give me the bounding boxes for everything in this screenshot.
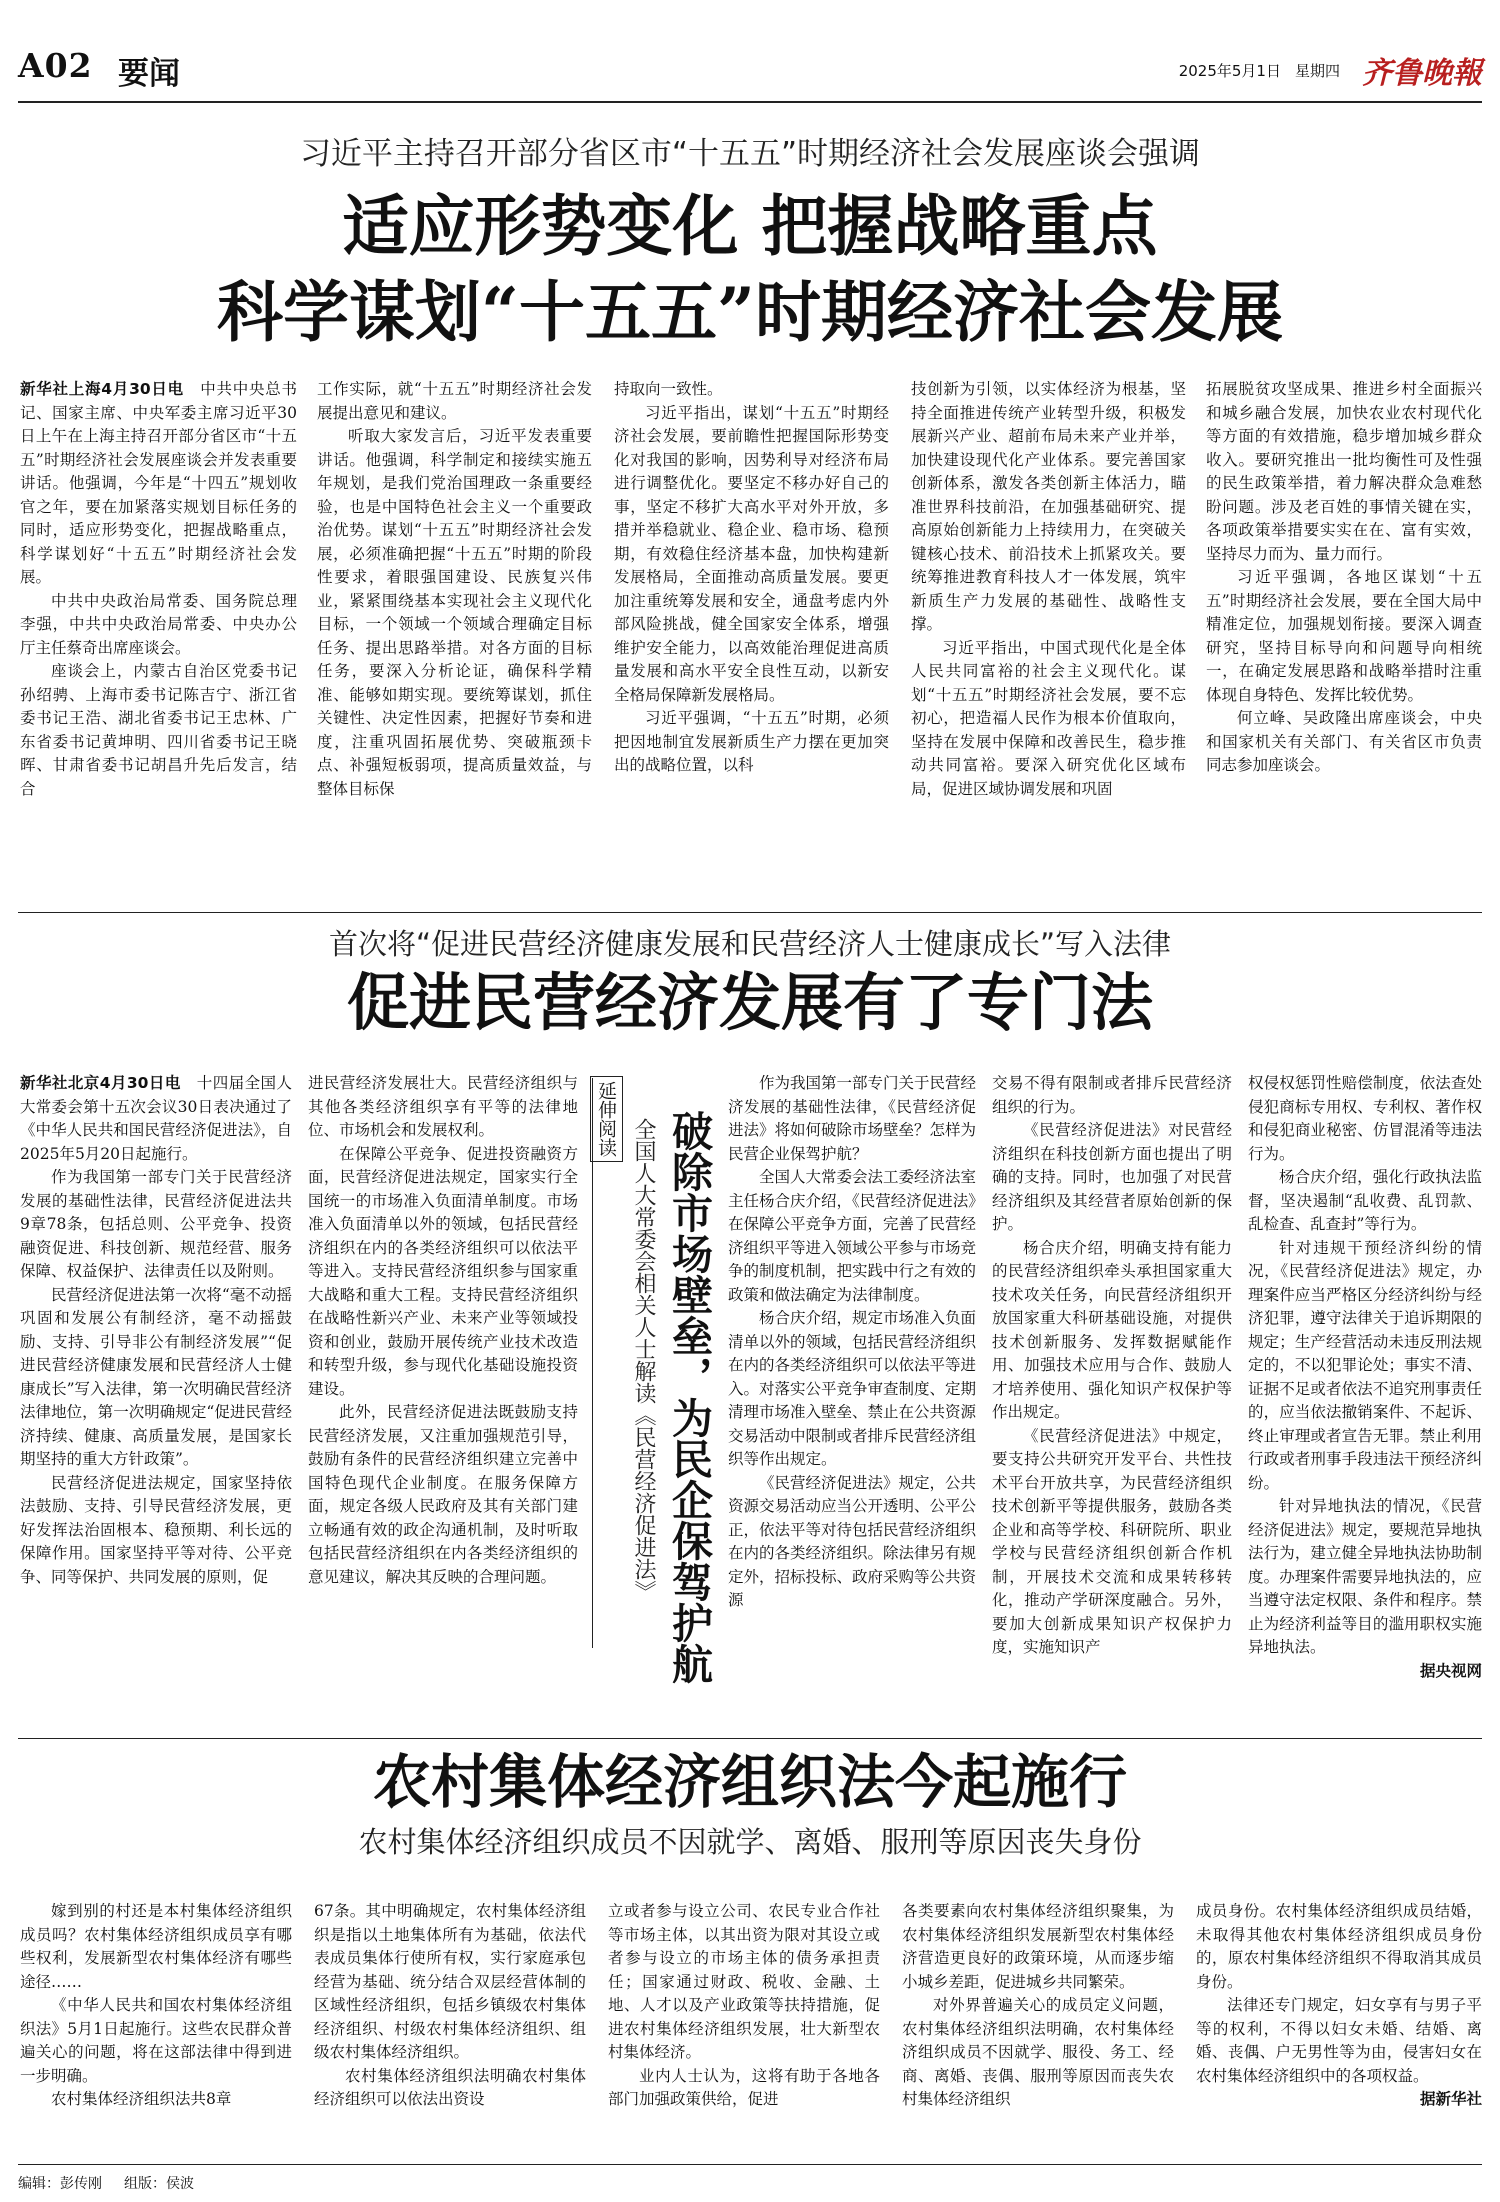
section-divider — [18, 1738, 1482, 1739]
article2-para: 作为我国第一部专门关于民营经济发展的基础性法律，《民营经济促进法》将如何破除市场壁垒？怎样为民营企业保驾护航？ — [728, 1074, 977, 1163]
article3-column-5 — [1196, 1900, 1482, 2156]
article3-column-3 — [608, 1900, 880, 2156]
article1-kicker: 习近平主持召开部分省区市“十五五”时期经济社会发展座谈会强调 — [299, 136, 1201, 172]
article2-kicker: 首次将“促进民营经济健康发展和民营经济人士健康成长”写入法律 — [328, 927, 1172, 961]
page-number: A02 — [18, 46, 93, 85]
article2-para: 进民营经济发展壮大。民营经济组织与其他各类经济组织享有平等的法律地位、市场机会和发展权利。 — [308, 1074, 578, 1139]
article2-para — [20, 1072, 292, 1166]
article1-para — [20, 378, 297, 590]
article2-column-3 — [728, 1072, 976, 1652]
header-divider — [18, 101, 1482, 103]
article2-para: 《民营经济促进法》中规定，要支持公共研究开发平台、共性技术平台开放共享，为民营经济组织技术创新平等提供服务，鼓励各类企业和高等学校、科研院所、职业学校与民营经济组织创新合作机制，开展技术交流和成果转移转化，推动产学研深度融合。另外，要加大创新成果知识产权保护力度，实施知识产 — [992, 1426, 1232, 1656]
header-right — [1179, 48, 1482, 92]
article1-column-1 — [20, 378, 297, 918]
issue-weekday: 星期四 — [1294, 61, 1340, 80]
article2-credit: 据央视网 — [1419, 1661, 1482, 1680]
article2-column-5 — [1248, 1072, 1482, 1680]
article3-para: 《中华人民共和国农村集体经济组织法》5月1日起施行。这些农民群众普遍关心的问题，将在这部法律中得到进一步明确。 — [20, 1996, 292, 2085]
article2-para: 民营经济促进法第一次将“毫不动摇巩固和发展公有制经济，毫不动摇鼓励、支持、引导非公有制经济发展”“促进民营经济健康发展和民营经济人士健康成长”写入法律，第一次明确民营经济法律地位，第一次明确规定“促进民营经济持续、健康、高质量发展，是国家长期坚持的重大方针政策”。 — [20, 1285, 292, 1468]
article3-para: 业内人士认为，这将有助于各地各部门加强政策供给，促进 — [608, 2066, 880, 2108]
article1-para: 中共中央政治局常委、国务院总理李强，中共中央政治局常委、中央办公厅主任蔡奇出席座谈会。 — [20, 591, 297, 657]
article1-para: 习近平强调，“十五五”时期，必须把因地制宜发展新质生产力摆在更加突出的战略位置，以科 — [614, 709, 889, 774]
article2-para: 作为我国第一部专门关于民营经济发展的基础性法律，民营经济促进法共9章78条，包括总则、公平竞争、投资融资促进、科技创新、规范经营、服务保障、权益保护、法律责任以及附则。 — [20, 1168, 292, 1280]
article2-dateline: 新华社北京4月30日电 — [20, 1074, 181, 1092]
article3-column-4 — [902, 1900, 1174, 2156]
article1-para: 听取大家发言后，习近平发表重要讲话。他强调，科学制定和接续实施五年规划，是我们党治国理政一条重要经验，也是中国特色社会主义一个重要政治优势。谋划“十五五”时期经济社会发展，必须准确把握“十五五”时期的阶段性要求，着眼强国建设、民族复兴伟业，紧紧围绕基本实现社会主义现代化目标，一个领域一个领域合理确定目标任务、提出思路举措。对各方面的目标任务，要深入分析论证，确保科学精准、能够如期实现。要统筹谋划，抓住关键性、决定性因素，把握好节奏和进度，注重巩固拓展优势、突破瓶颈卡点、补强短板弱项，提高质量效益，与整体目标保 — [317, 427, 592, 798]
article2-para: 全国人大常委会法工委经济法室主任杨合庆介绍，《民营经济促进法》在保障公平竞争方面，完善了民营经济组织平等进入领域公平参与市场竞争的制度机制，把实践中行之有效的政策和做法确定为法律制度。 — [728, 1168, 977, 1304]
article1-column-3 — [614, 378, 889, 918]
page-header — [18, 40, 1482, 98]
article2-para: 此外，民营经济促进法既鼓励支持民营经济发展，又注重加强规范引导，鼓励有条件的民营经济组织建立完善中国特色现代企业制度。在服务保障方面，规定各级人民政府及其有关部门建立畅通有效的政企沟通机制，及时听取包括民营经济组织在内各类经济组织的意见建议，解决其反映的合理问题。 — [308, 1403, 578, 1586]
article1-column-2 — [317, 378, 592, 918]
article3-column-2 — [314, 1900, 586, 2156]
article2-para: 针对异地执法的情况，《民营经济促进法》规定，要规范异地执法行为，建立健全异地执法协助制度。办理案件需要异地执法的，应当遵守法定权限、条件和程序。禁止为经济利益等目的滥用职权实施异地执法。 — [1248, 1497, 1482, 1656]
page-footer — [18, 2173, 194, 2193]
article3-para: 立或者参与设立公司、农民专业合作社等市场主体，以其出资为限对其设立或者参与设立的市场主体的债务承担责任；国家通过财政、税收、金融、土地、人才以及产业政策等扶持措施，促进农村集体经济组织发展，壮大新型农村集体经济。 — [608, 1902, 880, 2061]
article2-text: 十四届全国人大常委会第十五次会议30日表决通过了《中华人民共和国民营经济促进法》，自2025年5月20日起施行。 — [20, 1074, 292, 1163]
section-divider — [18, 912, 1482, 913]
article3-title: 农村集体经济组织法今起施行 — [372, 1748, 1127, 1816]
article1-para: 习近平强调，各地区谋划“十五五”时期经济社会发展，要在全国大局中精准定位，加强规划衔接。要深入调查研究，坚持目标导向和问题导向相统一，在确定发展思路和战略举措时注重体现自身特色、发挥比较优势。 — [1206, 568, 1482, 704]
article3-para: 嫁到别的村还是本村集体经济组织成员吗？农村集体经济组织成员享有哪些权利，发展新型农村集体经济有哪些途径…… — [20, 1902, 292, 1991]
article2-column-1 — [20, 1072, 292, 1652]
article1-para: 拓展脱贫攻坚成果、推进乡村全面振兴和城乡融合发展，加快农业农村现代化等方面的有效措施，稳步增加城乡群众收入。要研究推出一批均衡性可及性强的民生政策举措，着力解决群众急难愁盼问题。涉及老百姓的事情关键在实，各项政策举措要实实在在、富有实效，坚持尽力而为、量力而行。 — [1206, 380, 1482, 563]
article3-para: 对外界普遍关心的成员定义问题，农村集体经济组织法明确，农村集体经济组织成员不因就学、服役、务工、经商、离婚、丧偶、服刑等原因而丧失农村集体经济组织 — [902, 1996, 1174, 2108]
sidebar-tag: 延伸阅读 — [590, 1076, 623, 1162]
article1-para: 何立峰、吴政隆出席座谈会，中央和国家机关有关部门、有关省区市负责同志参加座谈会。 — [1206, 709, 1482, 774]
article2-para: 针对违规干预经济纠纷的情况，《民营经济促进法》规定，办理案件应当严格区分经济纠纷与经济犯罪，遵守法律关于追诉期限的规定；生产经营活动未违反刑法规定的，不以犯罪论处；事实不清、证据不足或者依法不追究刑事责任的，应当依法撤销案件、不起诉、终止审理或者宣告无罪。禁止利用行政或者刑事手段违法干预经济纠纷。 — [1248, 1238, 1482, 1492]
article2-para: 杨合庆介绍，规定市场准入负面清单以外的领域，包括民营经济组织在内的各类经济组织可以依法平等进入。对落实公平竞争审查制度、定期清理市场准入壁垒、禁止在公共资源交易活动中限制或者排斥民营经济组织等作出规定。 — [728, 1309, 977, 1468]
article2-para: 杨合庆介绍，明确支持有能力的民营经济组织牵头承担国家重大技术攻关任务，向民营经济组织开放国家重大科研基础设施，对提供技术创新服务、发挥数据赋能作用、加强技术应用与合作、鼓励人才培养使用、强化知识产权保护等作出规定。 — [992, 1238, 1232, 1421]
article3-para: 各类要素向农村集体经济组织聚集，为农村集体经济组织发展新型农村集体经济营造更良好的政策环境，从而逐步缩小城乡差距，促进城乡共同繁荣。 — [902, 1902, 1174, 1991]
article1-para: 习近平指出，中国式现代化是全体人民共同富裕的社会主义现代化。谋划“十五五”时期经济社会发展，要不忘初心，把造福人民作为根本价值取向，坚持在发展中保障和改善民生，稳步推动共同富裕。要深入研究优化区域布局，促进区域协调发展和巩固 — [911, 638, 1186, 798]
article3-para: 农村集体经济组织法明确农村集体经济组织可以依法出资设 — [314, 2066, 586, 2108]
sidebar-title: 破除市场壁垒，为民企保驾护航 — [665, 1110, 713, 1684]
article1-dateline: 新华社上海4月30日电 — [20, 380, 184, 398]
article2-para: 《民营经济促进法》对民营经济组织在科技创新方面也提出了明确的支持。同时，也加强了对民营经济组织及其经营者原始创新的保护。 — [992, 1121, 1232, 1233]
article2-para: 交易不得有限制或者排斥民营经济组织的行为。 — [992, 1074, 1232, 1116]
issue-date: 2025年5月1日 — [1178, 61, 1281, 80]
article3-subtitle: 农村集体经济组织成员不因就学、离婚、服刑等原因丧失身份 — [358, 1825, 1142, 1859]
article3-para: 成员身份。农村集体经济组织成员结婚，未取得其他农村集体经济组织成员身份的，原农村集体经济组织不得取消其成员身份。 — [1196, 1902, 1482, 1991]
masthead-logo: 齐鲁晚報 — [1362, 56, 1482, 91]
article1-para: 工作实际，就“十五五”时期经济社会发展提出意见和建议。 — [317, 380, 592, 422]
article2-para: 《民营经济促进法》规定，公共资源交易活动应当公开透明、公平公正，依法平等对待包括民营经济组织在内的各类经济组织。除法律另有规定外，招标投标、政府采购等公共资源 — [728, 1473, 977, 1609]
article3-para: 农村集体经济组织法共8章 — [51, 2090, 232, 2108]
article2-para: 在保障公平竞争、促进投资融资方面，民营经济促进法规定，国家实行全国统一的市场准入负面清单制度。市场准入负面清单以外的领域，包括民营经济组织在内的各类经济组织可以依法平等进入。支持民营经济组织参与国家重大战略和重大工程。支持民营经济组织在战略性新兴产业、未来产业等领域投资和创业，鼓励开展传统产业技术改造和转型升级，参与现代化基础设施投资建设。 — [308, 1144, 578, 1398]
sidebar-subtitle: 全国人大常委会相关人士解读《民营经济促进法》 — [631, 1118, 656, 1602]
article2-para: 民营经济促进法规定，国家坚持依法鼓励、支持、引导民营经济发展，更好发挥法治固根本、稳预期、利长远的保障作用。国家坚持平等对待、公平竞争、同等保护、共同发展的原则，促 — [20, 1473, 292, 1586]
article1-text: 中共中央总书记、国家主席、中央军委主席习近平30日上午在上海主持召开部分省区市“十五五”时期经济社会发展座谈会并发表重要讲话。他强调，今年是“十四五”规划收官之年，要在加紧落实规划目标任务的同时，适应形势变化，把握战略重点，科学谋划好“十五五”时期经济社会发展。 — [20, 380, 297, 586]
article1-para: 习近平指出，谋划“十五五”时期经济社会发展，要前瞻性把握国际形势变化对我国的影响，因势利导对经济布局进行调整优化。要坚定不移办好自己的事，坚定不移扩大高水平对外开放，多措并举稳就业、稳企业、稳市场、稳预期，有效稳住经济基本盘，加快构建新发展格局，全面推动高质量发展。要更加注重统筹发展和安全，通盘考虑内外部风险挑战，健全国家安全体系，增强维护安全能力，以高效能治理促进高质量发展和高水平安全良性互动，以新安全格局保障新发展格局。 — [614, 403, 889, 704]
article2-para: 杨合庆介绍，强化行政执法监督，坚决遏制“乱收费、乱罚款、乱检查、乱查封”等行为。 — [1248, 1168, 1482, 1233]
article3-column-1 — [20, 1900, 292, 2156]
article1-column-4 — [911, 378, 1186, 918]
article3-credit: 据新华社 — [1419, 2090, 1482, 2108]
footer-divider — [18, 2164, 1482, 2165]
layout-credit: 组版：侯波 — [124, 2176, 194, 2192]
section-name: 要闻 — [118, 56, 180, 92]
article1-para: 座谈会上，内蒙古自治区党委书记孙绍骋、上海市委书记陈吉宁、浙江省委书记王浩、湖北省委书记王忠林、广东省委书记黄坤明、四川省委书记王晓晖、甘肃省委书记胡昌升先后发言，结合 — [20, 662, 297, 798]
article1-para: 技创新为引领，以实体经济为根基，坚持全面推进传统产业转型升级，积极发展新兴产业、超前布局未来产业并举，加快建设现代化产业体系。要完善国家创新体系，激发各类创新主体活力，瞄准世界科技前沿，在加强基础研究、提高原始创新能力上持续用力，在突破关键核心技术、前沿技术上抓紧攻关。要统筹推进教育科技人才一体发展，筑牢新质生产力发展的基础性、战略性支撑。 — [911, 380, 1186, 633]
article1-column-5 — [1206, 378, 1482, 918]
article3-para: 67条。其中明确规定，农村集体经济组织是指以土地集体所有为基础，依法代表成员集体行使所有权，实行家庭承包经营为基础、统分结合双层经营体制的区域性经济组织，包括乡镇级农村集体经济组织、村级农村集体经济组织、组级农村集体经济组织。 — [314, 1902, 586, 2061]
article2-para: 权侵权惩罚性赔偿制度，依法查处侵犯商标专用权、专利权、著作权和侵犯商业秘密、仿冒混淆等违法行为。 — [1248, 1074, 1482, 1163]
article1-title-line2: 科学谋划“十五五”时期经济社会发展 — [217, 273, 1283, 351]
article2-column-4 — [992, 1072, 1232, 1656]
article3-para: 法律还专门规定，妇女享有与男子平等的权利，不得以妇女未婚、结婚、离婚、丧偶、户无男性等为由，侵害妇女在农村集体经济组织中的各项权益。 — [1196, 1996, 1482, 2085]
editor-credit: 编辑：彭传刚 — [18, 2176, 102, 2192]
article1-para: 持取向一致性。 — [614, 380, 723, 398]
article2-title: 促进民营经济发展有了专门法 — [346, 966, 1153, 1039]
article2-column-2 — [308, 1072, 578, 1652]
article1-title-line1: 适应形势变化 把握战略重点 — [342, 187, 1158, 265]
sidebar-left-border — [592, 1078, 593, 1648]
